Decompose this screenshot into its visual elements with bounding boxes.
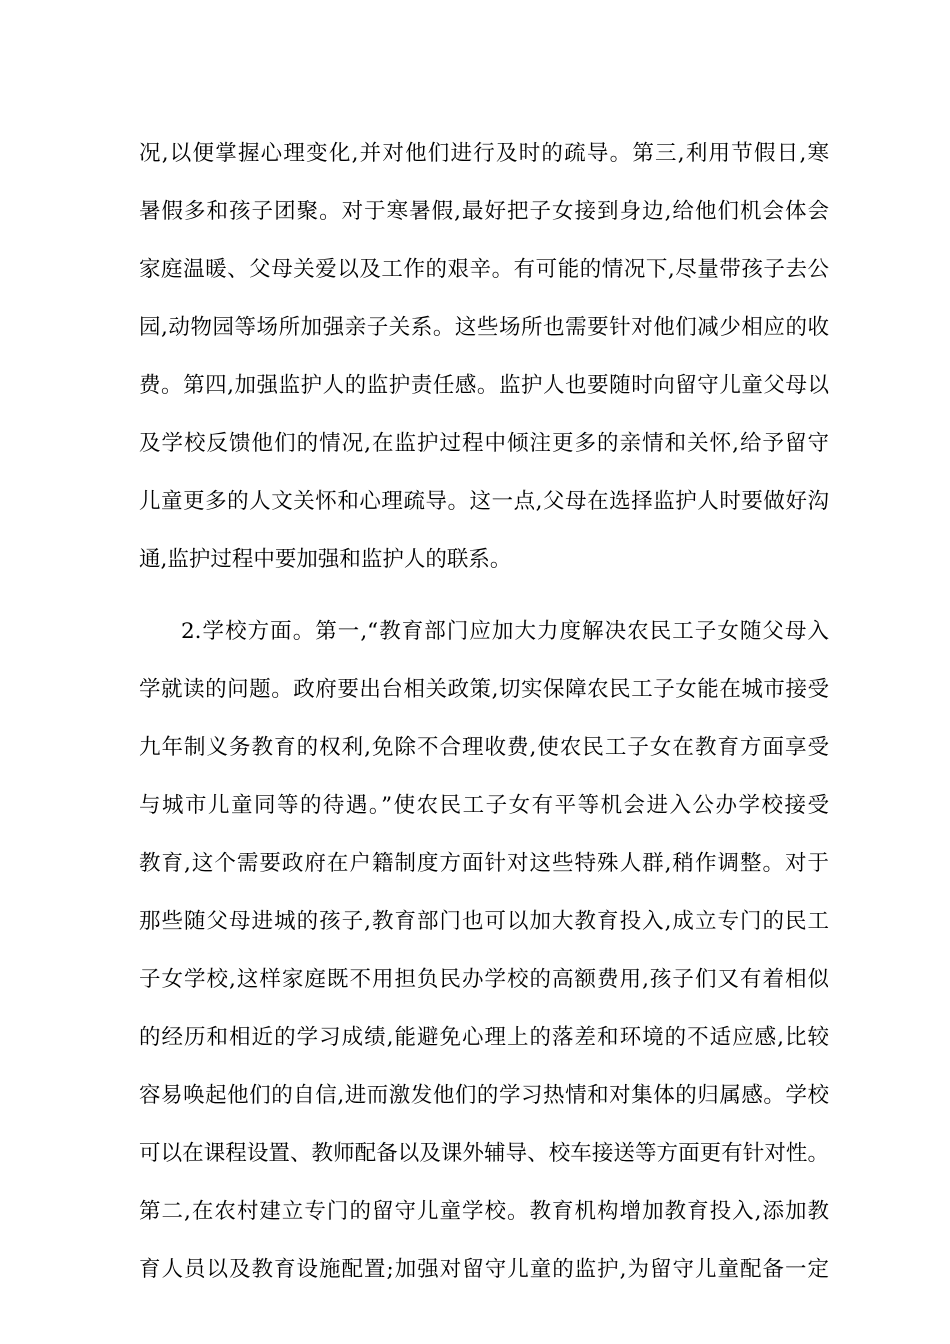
text-line: 的经历和相近的学习成绩,能避免心理上的落差和环境的不适应感,比较 xyxy=(139,1025,829,1050)
text-line: 费。第四,加强监护人的监护责任感。监护人也要随时向留守儿童父母以 xyxy=(139,373,829,398)
text-line: 子女学校,这样家庭既不用担负民办学校的高额费用,孩子们又有着相似 xyxy=(139,967,829,992)
text-line: 家庭温暖、父母关爱以及工作的艰辛。有可能的情况下,尽量带孩子去公 xyxy=(139,257,829,282)
text-line: 九年制义务教育的权利,免除不合理收费,使农民工子女在教育方面享受 xyxy=(139,735,829,760)
text-line: 与城市儿童同等的待遇。”使农民工子女有平等机会进入公办学校接受 xyxy=(139,793,829,818)
text-line: 那些随父母进城的孩子,教育部门也可以加大教育投入,成立专门的民工 xyxy=(139,909,829,934)
text-line: 育人员以及教育设施配置;加强对留守儿童的监护,为留守儿童配备一定 xyxy=(139,1257,829,1282)
text-line: 学就读的问题。政府要出台相关政策,切实保障农民工子女能在城市接受 xyxy=(139,677,829,702)
text-line: 儿童更多的人文关怀和心理疏导。这一点,父母在选择监护人时要做好沟 xyxy=(139,489,829,514)
text-line: 2.学校方面。第一,“教育部门应加大力度解决农民工子女随父母入 xyxy=(181,619,829,644)
text-line: 暑假多和孩子团聚。对于寒暑假,最好把子女接到身边,给他们机会体会 xyxy=(139,199,829,224)
text-line: 容易唤起他们的自信,进而激发他们的学习热情和对集体的归属感。学校 xyxy=(139,1083,829,1108)
text-line: 通,监护过程中要加强和监护人的联系。 xyxy=(139,547,512,572)
text-line: 可以在课程设置、教师配备以及课外辅导、校车接送等方面更有针对性。 xyxy=(139,1141,829,1166)
text-line: 第二,在农村建立专门的留守儿童学校。教育机构增加教育投入,添加教 xyxy=(139,1199,829,1224)
text-line: 园,动物园等场所加强亲子关系。这些场所也需要针对他们减少相应的收 xyxy=(139,315,829,340)
text-line: 教育,这个需要政府在户籍制度方面针对这些特殊人群,稍作调整。对于 xyxy=(139,851,829,876)
text-line: 及学校反馈他们的情况,在监护过程中倾注更多的亲情和关怀,给予留守 xyxy=(139,431,829,456)
text-line: 况,以便掌握心理变化,并对他们进行及时的疏导。第三,利用节假日,寒 xyxy=(139,141,829,166)
